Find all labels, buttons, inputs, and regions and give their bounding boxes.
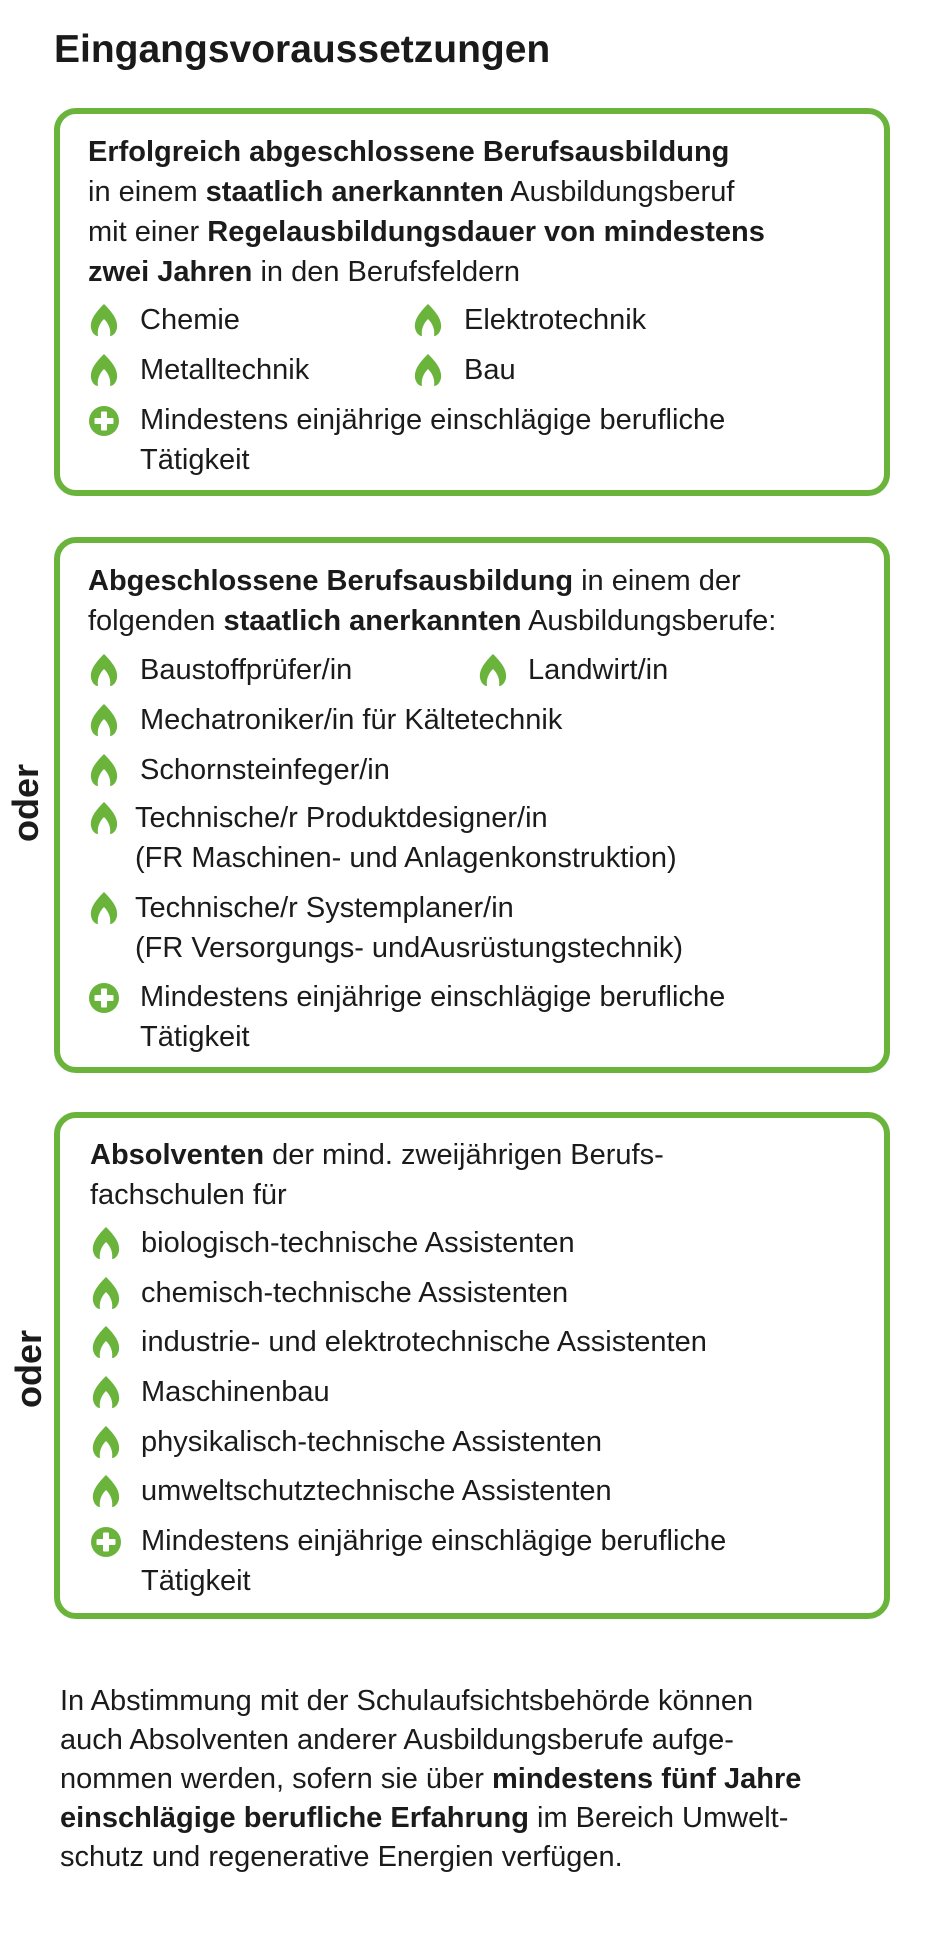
flame-leaf-icon (91, 1474, 121, 1508)
s3-line-2: fachschulen für (90, 1179, 287, 1211)
flame-leaf-icon (91, 1425, 121, 1459)
flame-leaf-icon (91, 1325, 121, 1359)
flame-leaf-icon (89, 303, 119, 337)
flame-leaf-icon (89, 653, 119, 687)
footer-line-3: nommen werden, sofern sie über mindestens fünf Jahre (60, 1763, 802, 1795)
s3-plus-line-2: Tätigkeit (141, 1565, 251, 1597)
flame-leaf-icon (89, 801, 119, 835)
s1-plus-line-1: Mindestens einjährige einschlägige berufliche (140, 404, 726, 436)
s1-line-1: Erfolgreich abgeschlossene Berufsausbildung (88, 136, 730, 168)
list-item: biologisch-technische Assistenten (141, 1227, 575, 1259)
list-item: umweltschutztechnische Assistenten (141, 1475, 612, 1507)
plus-circle-icon (90, 1526, 122, 1558)
page-title: Eingangsvoraussetzungen (54, 28, 551, 71)
flame-leaf-icon (413, 353, 443, 387)
s2-line-2: folgenden staatlich anerkannten Ausbildungsberufe: (88, 605, 777, 637)
list-item: Metalltechnik (140, 354, 310, 386)
list-item: Technische/r Systemplaner/in (135, 892, 514, 924)
flame-leaf-icon (91, 1226, 121, 1260)
flame-leaf-icon (91, 1276, 121, 1310)
flame-leaf-icon (91, 1375, 121, 1409)
flame-leaf-icon (478, 653, 508, 687)
s3-plus-line-1: Mindestens einjährige einschlägige berufliche (141, 1525, 727, 1557)
flame-leaf-icon (89, 353, 119, 387)
s2-line-1: Abgeschlossene Berufsausbildung in einem der (88, 565, 741, 597)
s3-line-1: Absolventen der mind. zweijährigen Berufs- (90, 1139, 664, 1171)
list-item-continuation: (FR Maschinen- und Anlagenkonstruktion) (135, 842, 677, 874)
s1-line-2: in einem staatlich anerkannten Ausbildungsberuf (88, 176, 735, 208)
list-item: Elektrotechnik (464, 304, 647, 336)
list-item: Bau (464, 354, 516, 386)
list-item: chemisch-technische Assistenten (141, 1277, 569, 1309)
footer-line-4: einschlägige berufliche Erfahrung im Bereich Umwelt- (60, 1802, 789, 1834)
list-item: Schornsteinfeger/in (140, 754, 390, 786)
list-item: Technische/r Produktdesigner/in (135, 802, 548, 834)
list-item: industrie- und elektrotechnische Assistenten (141, 1326, 707, 1358)
flame-leaf-icon (89, 753, 119, 787)
list-item: Baustoffprüfer/in (140, 654, 353, 686)
list-item: Chemie (140, 304, 240, 336)
flame-leaf-icon (89, 703, 119, 737)
s2-plus-line-1: Mindestens einjährige einschlägige berufliche (140, 981, 726, 1013)
footer-line-5: schutz und regenerative Energien verfügen. (60, 1841, 623, 1873)
list-item: Mechatroniker/in für Kältetechnik (140, 704, 563, 736)
s1-line-4: zwei Jahren in den Berufsfeldern (88, 256, 521, 288)
list-item: physikalisch-technische Assistenten (141, 1426, 603, 1458)
s2-plus-line-2: Tätigkeit (140, 1021, 250, 1053)
s1-line-3: mit einer Regelausbildungsdauer von mindestens (88, 216, 765, 248)
footer-line-1: In Abstimmung mit der Schulaufsichtsbehörde können (60, 1685, 754, 1717)
plus-circle-icon (88, 405, 120, 437)
list-item: Maschinenbau (141, 1376, 330, 1408)
list-item-continuation: (FR Versorgungs- undAusrüstungstechnik) (135, 932, 684, 964)
oder-label-2: oder (8, 1330, 49, 1409)
footer-line-2: auch Absolventen anderer Ausbildungsberufe aufge- (60, 1724, 734, 1756)
plus-circle-icon (88, 982, 120, 1014)
flame-leaf-icon (89, 891, 119, 925)
s1-plus-line-2: Tätigkeit (140, 444, 250, 476)
flame-leaf-icon (413, 303, 443, 337)
list-item: Landwirt/in (528, 654, 669, 686)
oder-label-1: oder (5, 764, 46, 843)
